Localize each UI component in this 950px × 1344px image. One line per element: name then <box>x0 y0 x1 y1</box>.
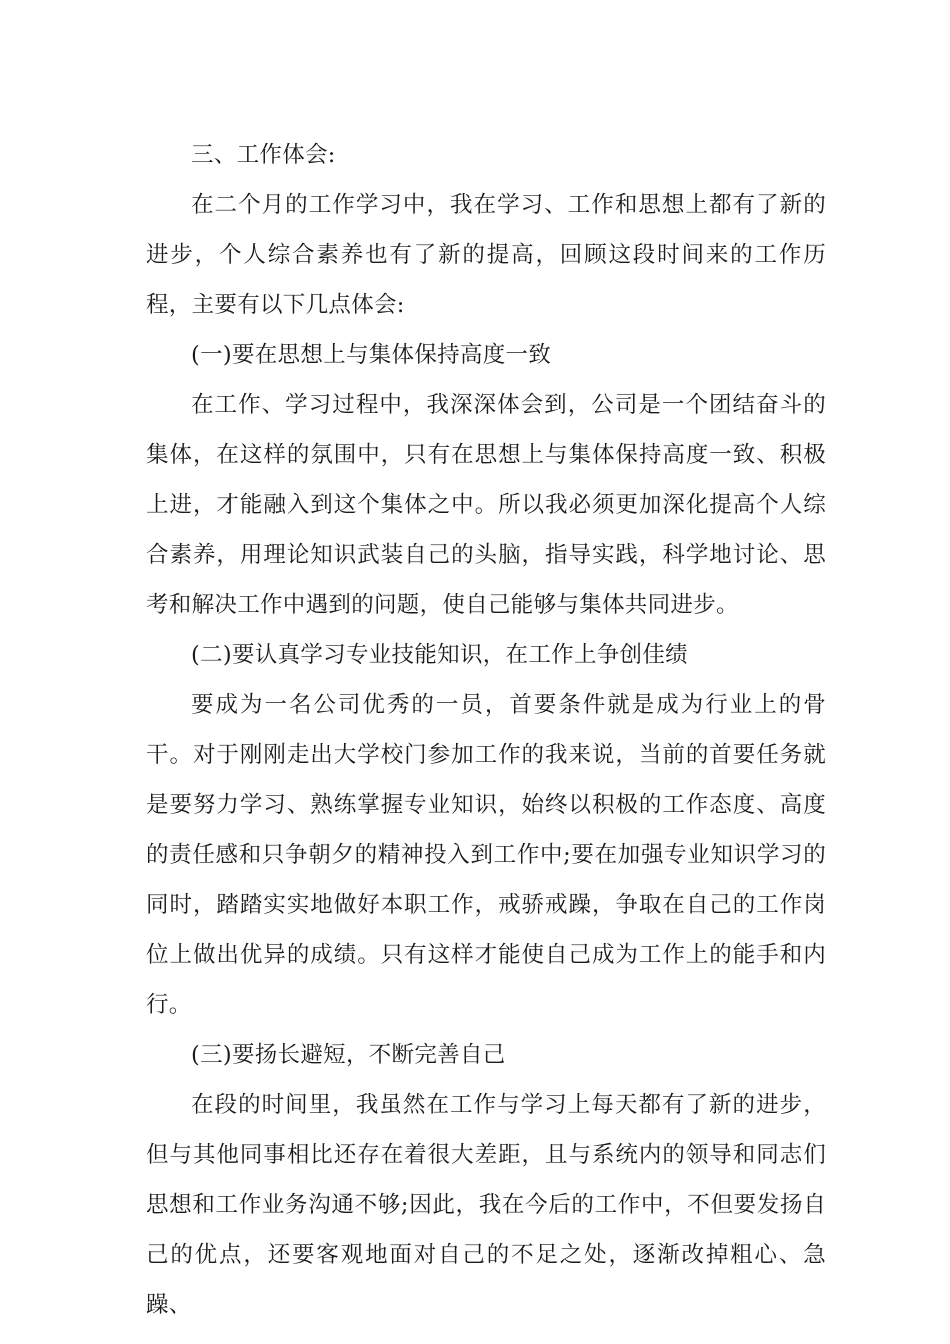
heading-work-experience: 三、工作体会: <box>191 142 336 168</box>
paragraph-two: 要成为一名公司优秀的一员，首要条件就是成为行业上的骨干。对于刚刚走出大学校门参加工作的我来说，当前的首要任务就是要努力学习、熟练掌握专业知识，始终以积极的工作态度、高度的责任感和只争朝夕的精神投入到工作中;要在加强专业知识学习的同时，踏踏实实地做好本职工作，戒骄戒躁，争取在自己的工作岗位上做出优异的成绩。只有这样才能使自己成为工作上的能手和内行。 <box>146 692 826 1018</box>
subheading-three: (三)要扬长避短，不断完善自己 <box>191 1042 506 1068</box>
document-body <box>146 130 826 1330</box>
subheading-two: (二)要认真学习专业技能知识，在工作上争创佳绩 <box>191 642 688 668</box>
subheading-one: (一)要在思想上与集体保持高度一致 <box>191 342 552 368</box>
paragraph-one: 在工作、学习过程中，我深深体会到，公司是一个团结奋斗的集体，在这样的氛围中，只有在思想上与集体保持高度一致、积极上进，才能融入到这个集体之中。所以我必须更加深化提高个人综合素养，用理论知识武装自己的头脑，指导实践，科学地讨论、思考和解决工作中遇到的问题，使自己能够与集体共同进步。 <box>146 392 826 618</box>
paragraph-intro: 在二个月的工作学习中，我在学习、工作和思想上都有了新的进步，个人综合素养也有了新的提高，回顾这段时间来的工作历程，主要有以下几点体会: <box>146 192 826 318</box>
paragraph-three: 在段的时间里，我虽然在工作与学习上每天都有了新的进步，但与其他同事相比还存在着很大差距，且与系统内的领导和同志们思想和工作业务沟通不够;因此，我在今后的工作中，不但要发扬自己的优点，还要客观地面对自己的不足之处，逐渐改掉粗心、急躁、 <box>146 1092 826 1318</box>
